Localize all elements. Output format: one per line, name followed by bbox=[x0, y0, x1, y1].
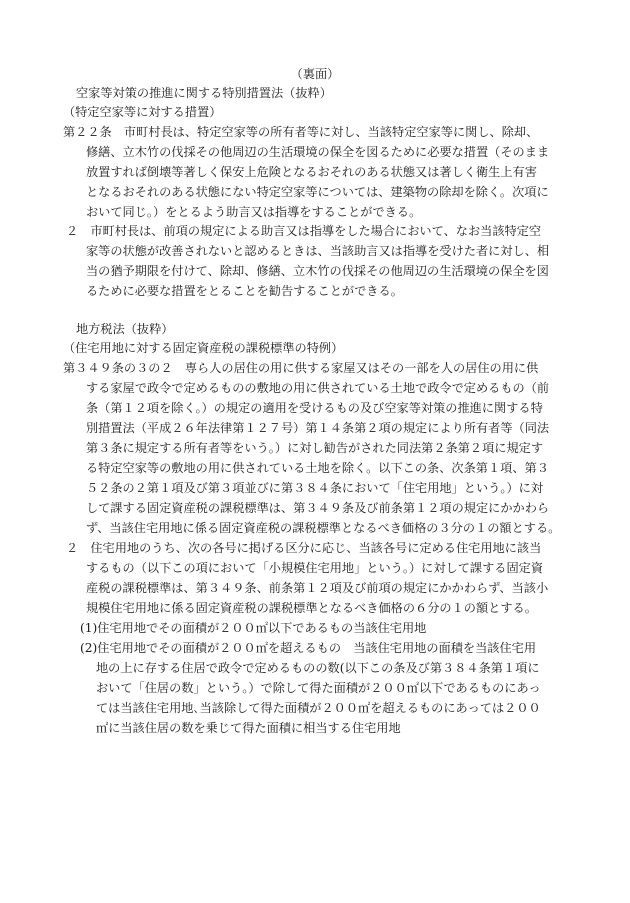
article-349-para2-line: ２ 住宅用地のうち、次の各号に掲げる区分に応じ、当該各号に定める住宅用地に該当 bbox=[66, 541, 542, 555]
article-22-line: 放置すれば倒壊等著しく保安上危険となるおそれのある状態又は著しく衛生上有害 bbox=[86, 165, 537, 179]
article-349-line: 第３条に規定する所有者等をいう。）に対し勧告がされた同法第２条第２項に規定す bbox=[86, 441, 544, 455]
caption-specific-vacant-house-measures: （特定空家等に対する措置） bbox=[63, 105, 222, 119]
article-349-line: する家屋で政令で定めるものの敷地の用に供されている土地で政令で定めるもの（前 bbox=[86, 381, 550, 395]
article-22-line: 修繕、立木竹の伐採その他周辺の生活環境の保全を図るために必要な措置（そのまま bbox=[86, 145, 550, 159]
article-349-line: ５２条の２第１項及び第３項並びに第３８４条において「住宅用地」という。）に対 bbox=[86, 481, 544, 495]
caption-residential-land-tax-exception: （住宅用地に対する固定資産税の課税標準の特例） bbox=[63, 341, 344, 355]
article-22-para2-line: ２ 市町村長は、前項の規定による助言又は指導をした場合において、なお当該特定空 bbox=[66, 224, 542, 238]
article-22-para2-line: 当の猶予期限を付けて、除却、修繕、立木竹の伐採その他周辺の生活環境の保全を図 bbox=[86, 264, 549, 278]
article-349-line: 別措置法（平成２６年法律第１２７号）第１４条第２項の規定により所有者等（同法 bbox=[86, 421, 550, 435]
item-2-line: ては当該住宅用地､当該除して得た面積が２００㎡を超えるものにあっては２００ bbox=[96, 701, 541, 715]
article-22-para2-line: るために必要な措置をとることを勧告することができる。 bbox=[86, 284, 403, 298]
item-2-line: 地の上に存する住居で政令で定めるものの数(以下この条及び第３８４条第１項に bbox=[96, 661, 540, 675]
article-22-line: 第２２条 市町村長は、特定空家等の所有者等に対し、当該特定空家等に関し、除却、 bbox=[63, 125, 539, 139]
article-349-line: る特定空家等の敷地の用に供されている土地を除く。以下この条、次条第１項、第３ bbox=[86, 461, 549, 475]
item-1: (1)住宅用地でその面積が２００㎡以下であるもの当該住宅用地 bbox=[80, 621, 427, 635]
law-title-vacant-houses: 空家等対策の推進に関する特別措置法（抜粋） bbox=[76, 86, 332, 100]
item-2-line: ㎡に当該住居の数を乗じて得た面積に相当する住宅用地 bbox=[96, 721, 401, 735]
item-2-line: おいて「住居の数」という。）で除して得た面積が２００㎡以下であるものにあっ bbox=[96, 681, 541, 695]
article-349-line: ず、当該住宅用地に係る固定資産税の課税標準となるべき価格の３分の１の額とする。 bbox=[86, 521, 561, 535]
article-22-line: おいて同じ。）をとるよう助言又は指導をすることができる。 bbox=[86, 205, 422, 219]
item-2-line: (2)住宅用地でその面積が２００㎡を超えるもの 当該住宅用地の面積を当該住宅用 bbox=[80, 641, 537, 655]
article-349-para2-line: 産税の課税標準は、第３４９条、前条第１２項及び前項の規定にかかわらず、当該小 bbox=[86, 581, 549, 595]
article-349-para2-line: 規模住宅用地に係る固定資産税の課税標準となるべき価格の６分の１の額とする。 bbox=[86, 601, 537, 615]
page-header: （裏面） bbox=[290, 67, 340, 81]
article-349-para2-line: するもの（以下この項において「小規模住宅用地」という。）に対して課する固定資 bbox=[86, 561, 544, 575]
law-title-local-tax: 地方税法（抜粋） bbox=[76, 322, 174, 336]
article-22-para2-line: 家等の状態が改善されないと認めるときは、当該助言又は指導を受けた者に対し、相 bbox=[86, 244, 550, 258]
article-349-line: 条（第１２項を除く。）の規定の適用を受けるもの及び空家等対策の推進に関する特 bbox=[86, 401, 543, 415]
article-22-line: となるおそれのある状態にない特定空家等については、建築物の除却を除く。次項に bbox=[86, 185, 549, 199]
article-349-line: して課する固定資産税の課税標準は、第３４９条及び前条第１２項の規定にかかわら bbox=[86, 501, 550, 515]
article-349-line: 第３４９条の３の２ 専ら人の居住の用に供する家屋又はその一部を人の居住の用に供 bbox=[63, 361, 539, 375]
